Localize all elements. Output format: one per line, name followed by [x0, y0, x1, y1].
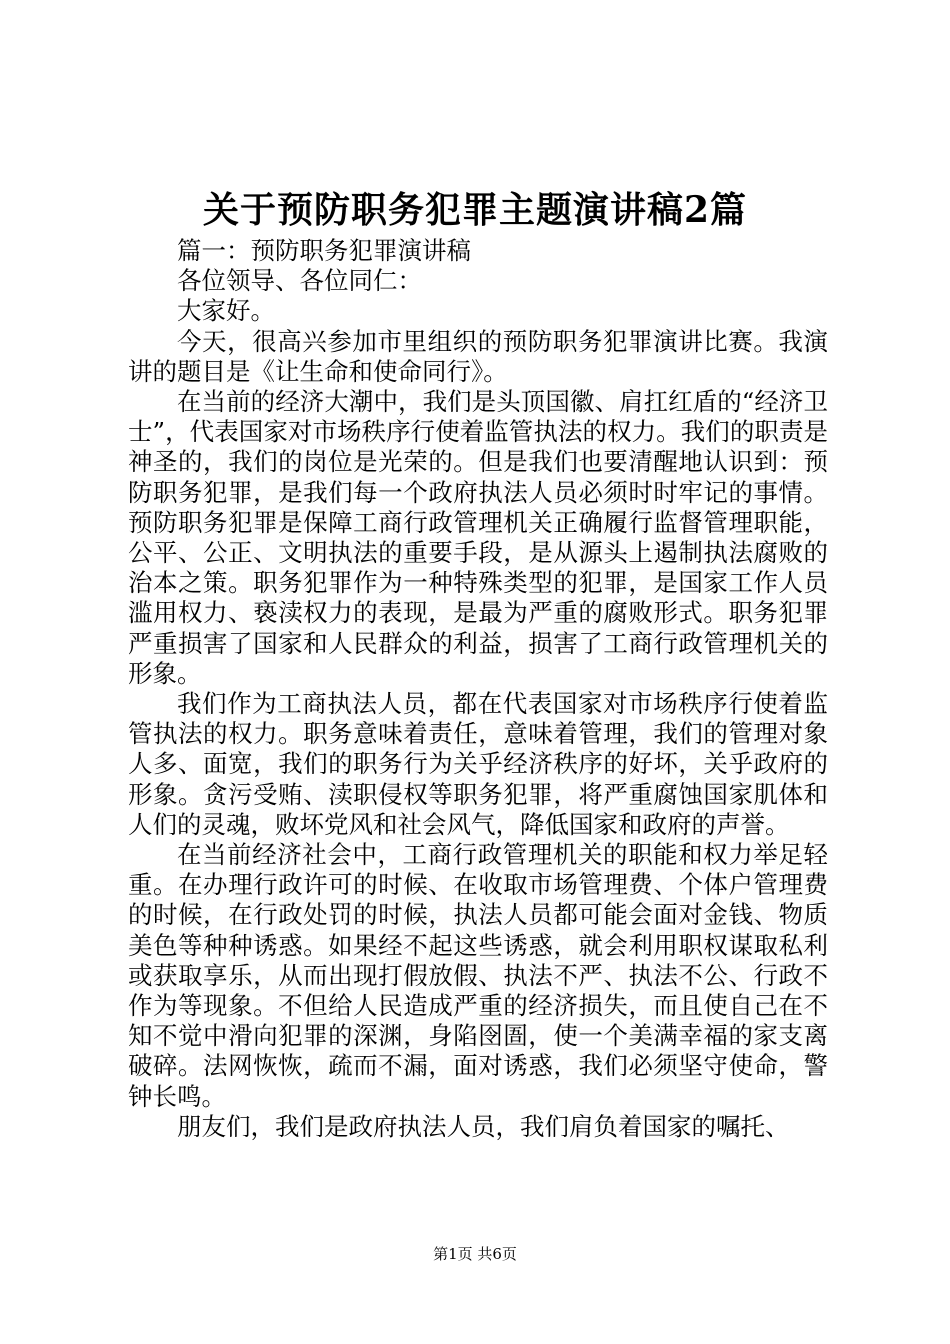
page-number: 第1页 共6页 [433, 1245, 517, 1263]
salutation: 各位领导、各位同仁： [177, 266, 422, 296]
paragraph: 在当前经济社会中，工商行政管理机关的职能和权力举足轻重。在办理行政许可的时候、在收取市场管理费、个体户管理费的时候，在行政处罚的时候，执法人员都可能会面对金钱、物质美色等种种诱惑。如果经不起这些诱惑，就会利用职权谋取私利或获取享乐，从而出现打假放假、执法不严、执法不公、行政不作为等现象。不但给人民造成严重的经济损失，而且使自己在不知不觉中滑向犯罪的深渊，身陷囹圄，使一个美满幸福的家支离破碎。法网恢恢，疏而不漏，面对诱惑，我们必须坚守使命，警钟长鸣。 [128, 840, 828, 1111]
document-body [128, 236, 828, 1142]
paragraph: 朋友们，我们是政府执法人员，我们肩负着国家的嘱托、 [177, 1111, 790, 1141]
section-heading: 篇一：预防职务犯罪演讲稿 [177, 236, 471, 265]
paragraph: 我们作为工商执法人员，都在代表国家对市场秩序行使着监管执法的权力。职务意味着责任，意味着管理，我们的管理对象人多、面宽，我们的职务行为关乎经济秩序的好坏，关乎政府的形象。贪污受贿、渎职侵权等职务犯罪，将严重腐蚀国家肌体和人们的灵魂，败坏党风和社会风气，降低国家和政府的声誉。 [128, 689, 828, 839]
greeting: 大家好。 [177, 296, 275, 326]
paragraph: 在当前的经济大潮中，我们是头顶国徽、肩扛红盾的“经济卫士”，代表国家对市场秩序行使着监管执法的权力。我们的职责是神圣的，我们的岗位是光荣的。但是我们也要清醒地认识到：预防职务犯罪，是我们每一个政府执法人员必须时时牢记的事情。预防职务犯罪是保障工商行政管理机关正确履行监督管理职能，公平、公正、文明执法的重要手段，是从源头上遏制执法腐败的治本之策。职务犯罪作为一种特殊类型的犯罪，是国家工作人员滥用权力、亵渎权力的表现，是最为严重的腐败形式。职务犯罪严重损害了国家和人民群众的利益，损害了工商行政管理机关的形象。 [128, 387, 828, 688]
paragraph: 今天，很高兴参加市里组织的预防职务犯罪演讲比赛。我演讲的题目是《让生命和使命同行》。 [128, 326, 828, 386]
document-title: 关于预防职务犯罪主题演讲稿2篇 [202, 189, 748, 231]
